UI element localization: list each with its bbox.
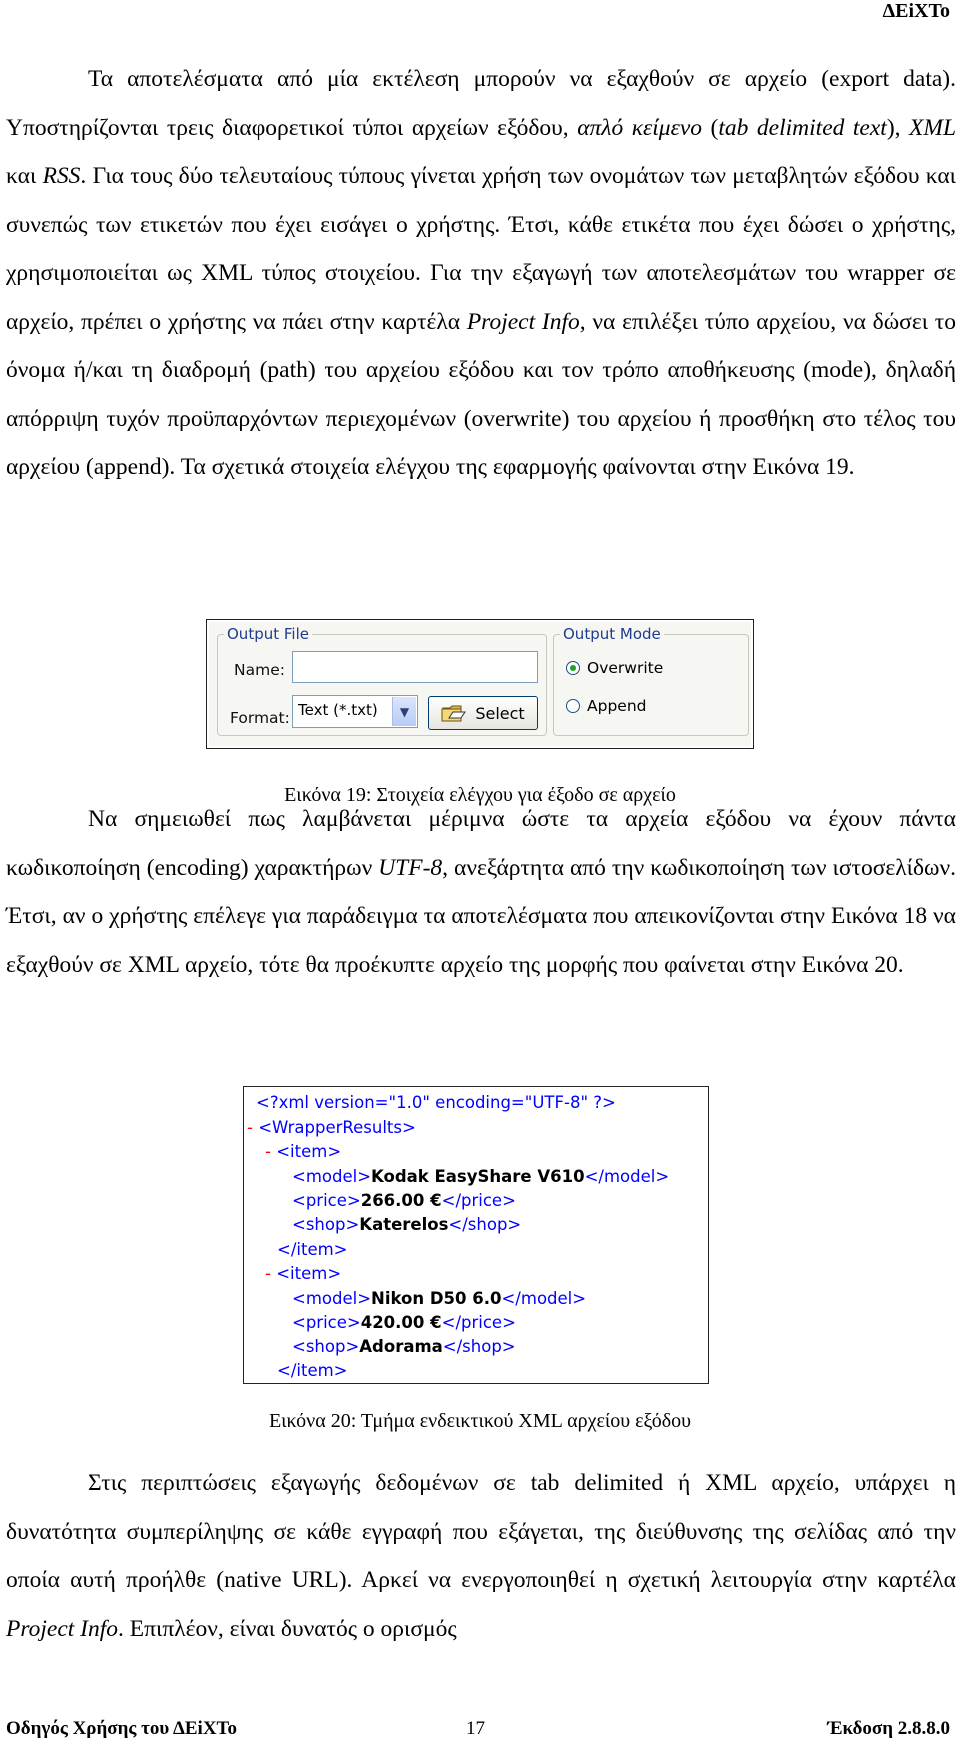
radio-append[interactable] <box>566 697 646 715</box>
output-mode-group <box>553 625 749 736</box>
output-file-title: Output File <box>224 625 312 643</box>
xml-shop: <shop>Katerelos</shop> <box>292 1215 522 1234</box>
name-input[interactable] <box>292 651 538 683</box>
xml-item-close: </item> <box>277 1240 348 1259</box>
footer-title: Οδηγός Χρήσης του ΔΕiXTo <box>6 1718 237 1739</box>
folder-icon <box>441 703 467 723</box>
chevron-down-icon[interactable]: ▼ <box>392 697 416 726</box>
format-label: Format: <box>230 709 290 727</box>
radio-append-circle[interactable] <box>566 699 580 713</box>
name-label: Name: <box>234 661 285 679</box>
paragraph-native-url: Στις περιπτώσεις εξαγωγής δεδομένων σε tab delimited ή XML αρχείο, υπάρχει η δυνατότητα συμπερίληψης σε κάθε εγγραφή που εξάγεται, της διεύθυνσης της σελίδας από την οποία αυτή προήλθε (native URL). Αρκεί να ενεργοποιηθεί η σχετική λειτουργία στην καρτέλα Project Info. Επιπλέον, είναι δυνατός ο ορισμός <box>6 1470 956 1642</box>
output-mode-title: Output Mode <box>560 625 664 643</box>
radio-overwrite-circle[interactable] <box>566 661 580 675</box>
xml-item-open: - <item> <box>265 1264 342 1283</box>
figure-xml-sample <box>243 1086 709 1384</box>
xml-price: <price>420.00 €</price> <box>292 1313 516 1332</box>
format-select[interactable] <box>292 695 418 728</box>
page-number: 17 <box>466 1718 485 1739</box>
xml-model: <model>Nikon D50 6.0</model> <box>292 1289 587 1308</box>
xml-model: <model>Kodak EasyShare V610</model> <box>292 1167 670 1186</box>
output-file-group <box>217 625 547 736</box>
footer-version: Έκδοση 2.8.8.0 <box>827 1718 950 1739</box>
paragraph-export: Τα αποτελέσματα από μία εκτέλεση μπορούν να εξαχθούν σε αρχείο (export data). Υποστηρίζονται τρεις διαφορετικοί τύποι αρχείων εξόδου, απλό κείμενο (tab delimited text), XML και RSS. Για τους δύο τελευταίους τύπους γίνεται χρήση των ονομάτων των μεταβλητών εξόδου και συνεπώς των ετικετών που έχει εισάγει ο χρήστης. Έτσι, κάθε ετικέτα που έχει δώσει ο χρήστης, χρησιμοποιείται ως XML τύπος στοιχείου. Για την εξαγωγή των αποτελεσμάτων του wrapper σε αρχείο, πρέπει ο χρήστης να πάει στην καρτέλα Project Info, να επιλέξει τύπο αρχείου, να δώσει το όνομα ή/και τη διαδρομή (path) του αρχείου εξόδου και τον τρόπο αποθήκευσης (mode), δηλαδή απόρριψη τυχόν προϋπαρχόντων περιεχομένων (overwrite) του αρχείου ή προσθήκη στο τέλος του αρχείου (append). Τα σχετικά στοιχεία ελέγχου της εφαρμογής φαίνονται στην Εικόνα 19. <box>6 66 957 480</box>
radio-append-label: Append <box>587 697 647 715</box>
figure-output-controls <box>206 619 754 749</box>
radio-overwrite[interactable] <box>566 659 663 677</box>
figure-20-caption: Εικόνα 20: Τμήμα ενδεικτικού XML αρχείου εξόδου <box>268 1410 692 1432</box>
figure-19-caption: Εικόνα 19: Στοιχεία ελέγχου για έξοδο σε αρχείο <box>284 784 676 806</box>
header-brand: ΔΕiXTo <box>882 0 950 22</box>
select-button[interactable] <box>428 696 538 730</box>
paragraph-encoding: Να σημειωθεί πως λαμβάνεται μέριμνα ώστε τα αρχεία εξόδου να έχουν πάντα κωδικοποίηση (encoding) χαρακτήρων UTF-8, ανεξάρτητα από την κωδικοποίηση των ιστοσελίδων. Έτσι, αν ο χρήστης επέλεγε για παράδειγμα τα αποτελέσματα που απεικονίζονται στην Εικόνα 18 να εξαχθούν σε XML αρχείο, τότε θα προέκυπτε αρχείο της μορφής που φαίνεται στην Εικόνα 20. <box>6 806 956 978</box>
xml-price: <price>266.00 €</price> <box>292 1191 516 1210</box>
xml-item-close: </item> <box>277 1361 348 1380</box>
xml-root-open: - <WrapperResults> <box>247 1118 416 1137</box>
xml-shop: <shop>Adorama</shop> <box>292 1337 516 1356</box>
radio-overwrite-label: Overwrite <box>587 659 664 677</box>
xml-declaration: <?xml version="1.0" encoding="UTF-8" ?> <box>256 1093 616 1112</box>
select-button-label: Select <box>475 703 525 723</box>
format-select-value: Text (*.txt) <box>298 701 378 719</box>
xml-item-open: - <item> <box>265 1142 342 1161</box>
